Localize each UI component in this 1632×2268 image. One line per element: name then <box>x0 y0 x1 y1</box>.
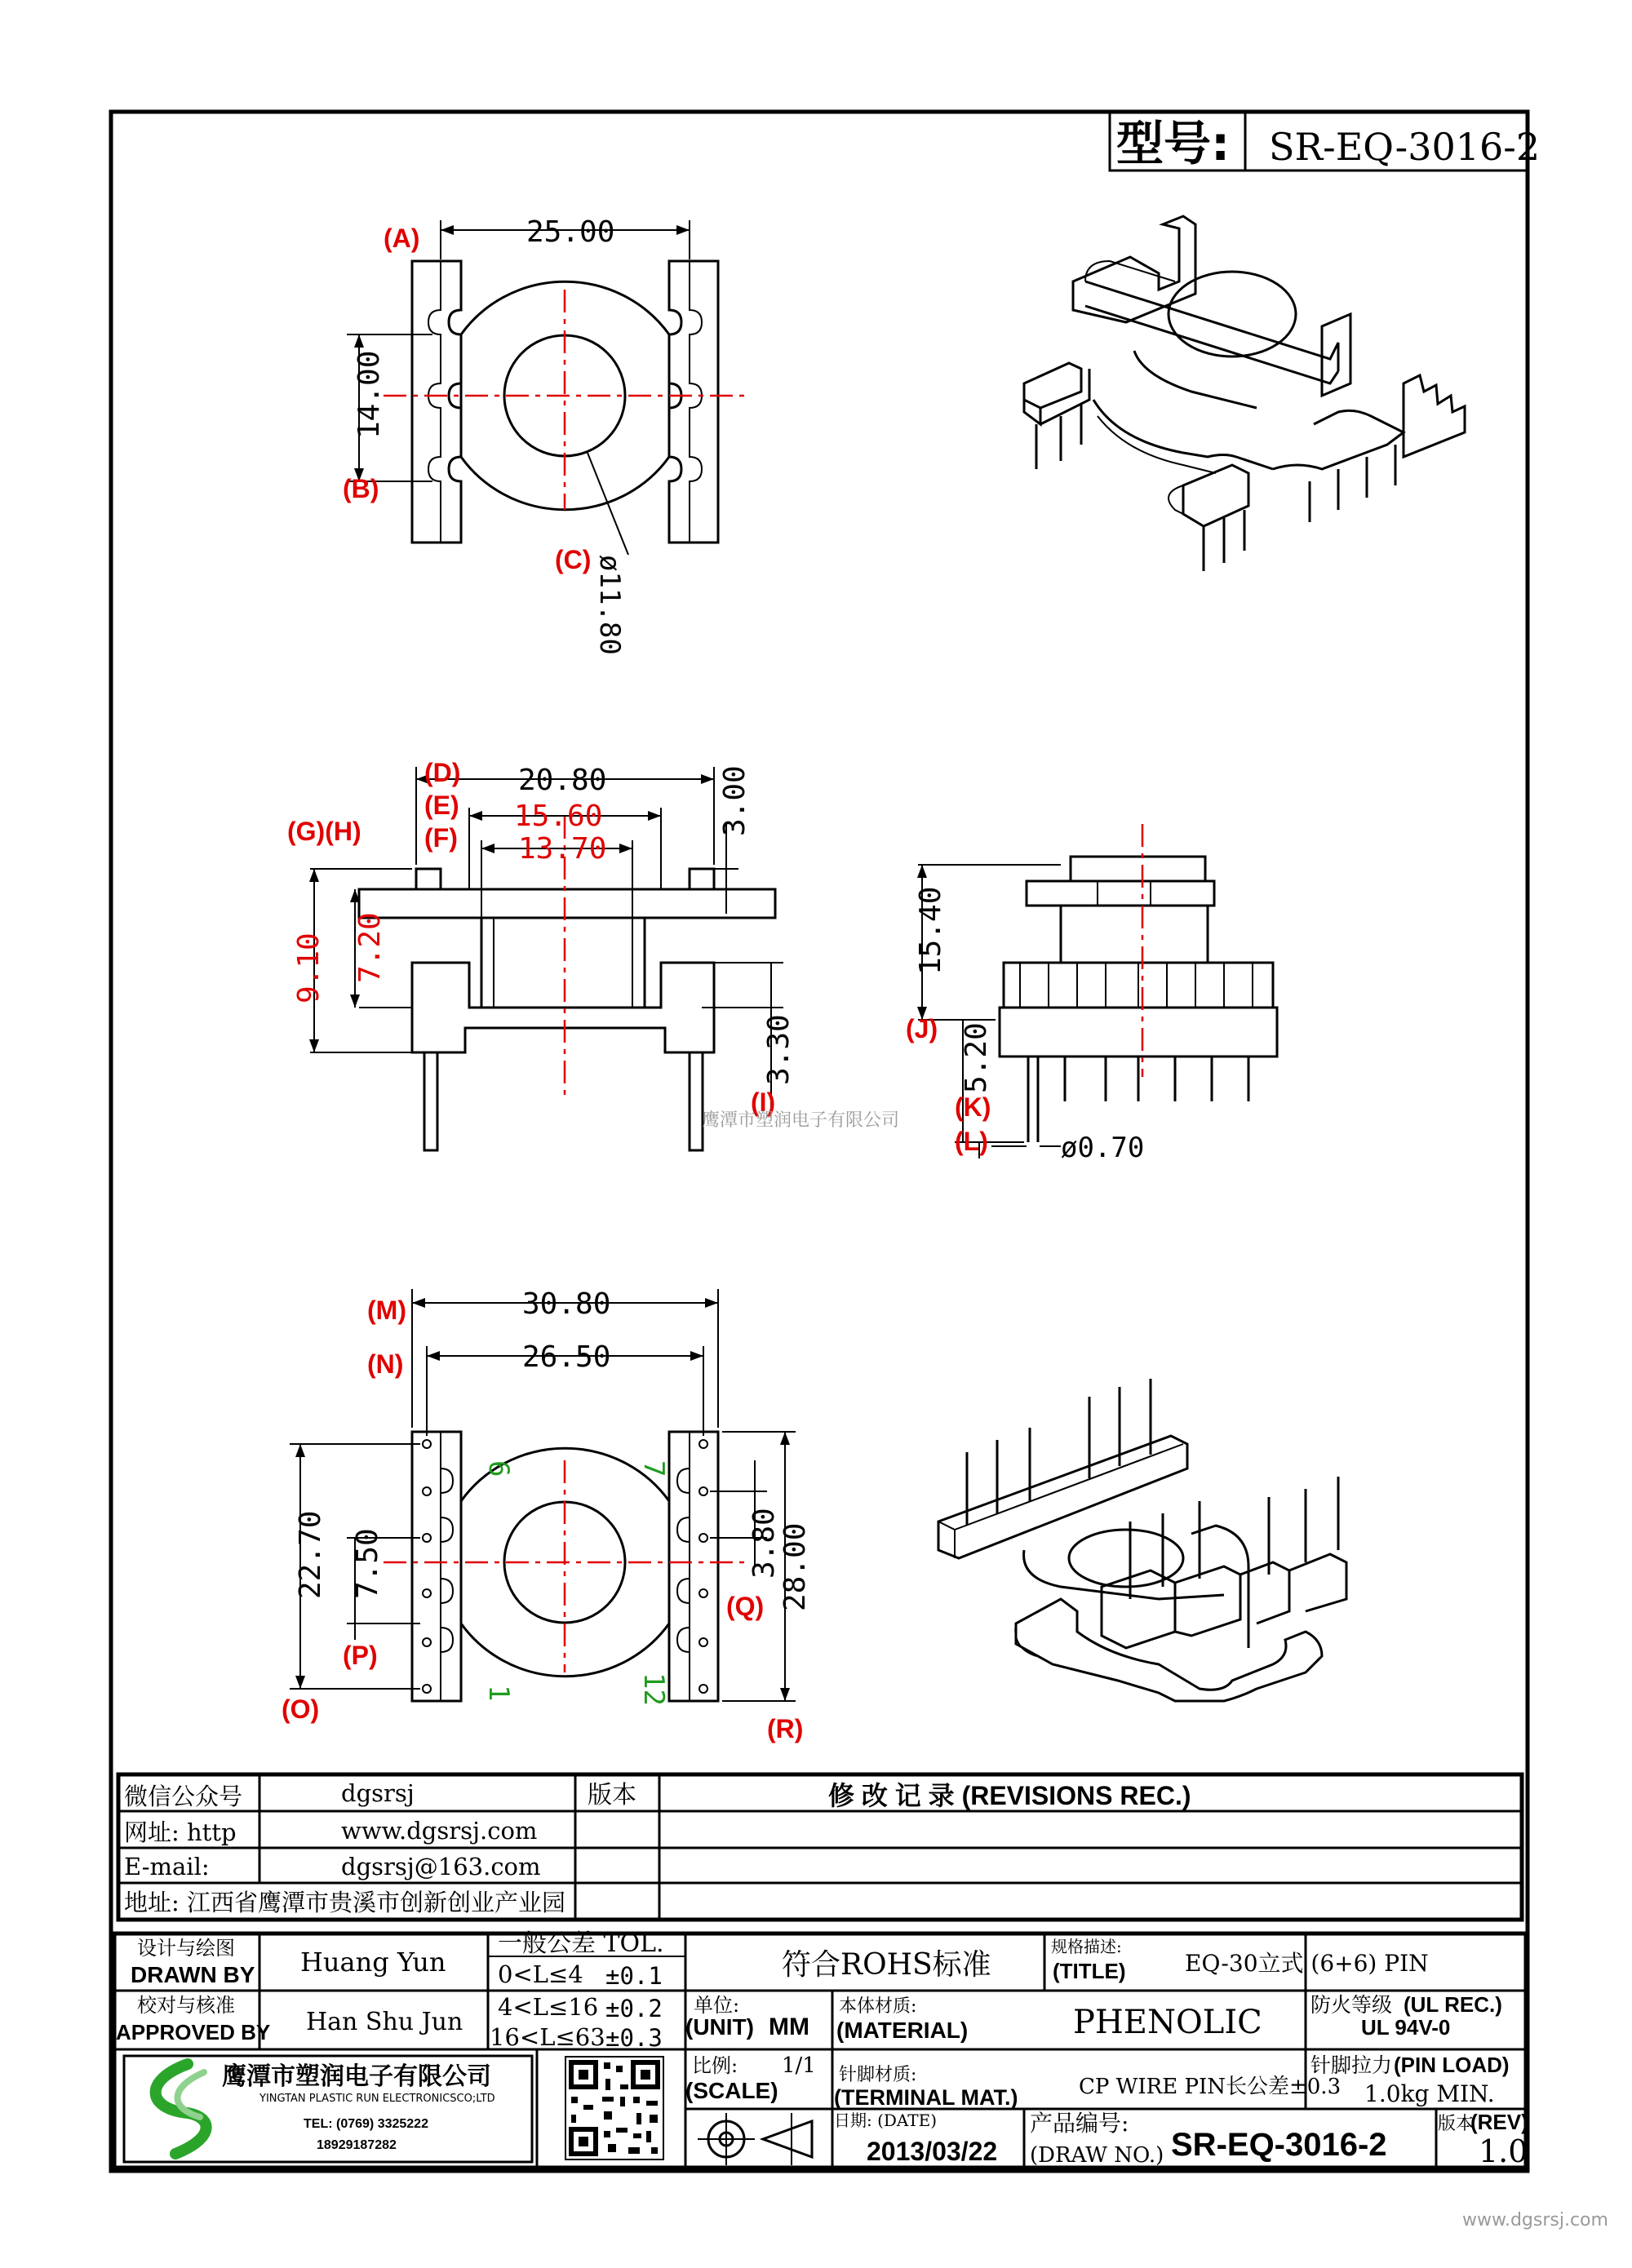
fire-en: (UL REC.) <box>1404 1992 1502 2017</box>
designer-cn: 设计与绘图 <box>137 1937 235 1960</box>
dim-side-d3: 13.70 <box>518 832 607 866</box>
drawno: SR-EQ-3016-2 <box>1171 2127 1387 2163</box>
rev-en: (REV) <box>1470 2110 1528 2134</box>
load-cn: 针脚拉力 <box>1310 2053 1393 2077</box>
material-en: (MATERIAL) <box>836 2018 969 2043</box>
bottom-pins-right <box>699 1440 707 1693</box>
pin-number-12: 12 <box>637 1672 670 1706</box>
scale-cn: 比例: <box>692 2054 738 2077</box>
dim-side-d4: 3.00 <box>718 765 752 836</box>
wechat-value: dgsrsj <box>341 1779 415 1807</box>
dim-front-h2: 5.20 <box>960 1022 993 1093</box>
footer-url: www.dgsrsj.com <box>1462 2210 1608 2230</box>
bottom-pins-left <box>423 1440 431 1693</box>
dim-top-width: 25.00 <box>526 215 615 249</box>
front-view <box>906 824 1277 1164</box>
model-value: SR-EQ-3016-2 <box>1269 125 1541 169</box>
side-view <box>287 758 796 1150</box>
label-p: (P) <box>343 1641 378 1670</box>
spec-cn: 规格描述: <box>1051 1937 1122 1956</box>
revisions-header: 修 改 记 录 (REVISIONS REC.) <box>828 1781 1191 1810</box>
dim-top-diameter: ø11.80 <box>593 555 626 655</box>
designer-en: DRAWN BY <box>131 1962 255 1987</box>
unit: MM <box>769 2013 809 2040</box>
tol-value-1: ±0.2 <box>605 1995 663 2022</box>
label-j: (J) <box>906 1014 938 1043</box>
dim-bottom-w2: 26.50 <box>522 1340 611 1374</box>
fire: UL 94V-0 <box>1361 2015 1451 2040</box>
email-label: E-mail: <box>124 1853 210 1880</box>
tol-range-2: 16<L≤63 <box>490 2023 605 2051</box>
email-value: dgsrsj@163.com <box>341 1853 541 1880</box>
company-en: YINGTAN PLASTIC RUN ELECTRONICSCO;LTD <box>259 2093 495 2105</box>
load: 1.0kg MIN. <box>1364 2080 1495 2107</box>
terminal: CP WIRE PIN长公差±0.3 <box>1079 2075 1342 2099</box>
scale-en: (SCALE) <box>685 2078 778 2103</box>
label-k: (K) <box>955 1092 991 1122</box>
dim-top-height: 14.00 <box>353 350 386 439</box>
dim-side-d2: 15.60 <box>514 800 603 833</box>
model-box <box>1110 112 1540 171</box>
top-view <box>343 215 747 655</box>
load-en: (PIN LOAD) <box>1394 2053 1510 2077</box>
label-gh: (G)(H) <box>287 817 361 846</box>
title-block <box>114 1929 1528 2169</box>
dim-bottom-h3: 3.80 <box>747 1508 781 1579</box>
isometric-view-top <box>1024 216 1465 571</box>
drawing-border <box>111 112 1528 2171</box>
tol-title: 一般公差 TOL. <box>498 1929 664 1958</box>
drawno-en: (DRAW NO.) <box>1030 2143 1164 2168</box>
spec-en: (TITLE) <box>1053 1959 1126 1983</box>
version-header: 版本 <box>588 1781 636 1810</box>
label-n: (N) <box>367 1349 404 1379</box>
pin-number-1: 1 <box>482 1685 515 1702</box>
label-i: (I) <box>751 1087 776 1117</box>
tol-value-2: ±0.3 <box>605 2024 663 2052</box>
drawno-cn: 产品编号: <box>1030 2110 1129 2137</box>
fire-cn: 防火等级 <box>1310 1993 1393 2017</box>
dim-bottom-h4: 28.00 <box>778 1522 812 1611</box>
designer: Huang Yun <box>300 1947 446 1978</box>
bottom-view <box>282 1287 812 1743</box>
date-cn: 日期: (DATE) <box>834 2111 938 2130</box>
revisions-table <box>118 1774 1522 1920</box>
isometric-view-bottom <box>938 1379 1346 1701</box>
label-r: (R) <box>767 1714 804 1743</box>
unit-cn: 单位: <box>694 1994 740 2017</box>
dim-side-d1: 20.80 <box>518 764 607 797</box>
material: PHENOLIC <box>1073 2004 1262 2041</box>
label-m: (M) <box>367 1296 406 1325</box>
qr-code-icon <box>565 2057 663 2159</box>
watermark: 鹰潭市塑润电子有限公司 <box>702 1110 900 1131</box>
company-cn: 鹰潭市塑润电子有限公司 <box>222 2062 491 2091</box>
pin-number-6: 6 <box>482 1460 515 1477</box>
label-b: (B) <box>343 474 379 503</box>
dim-front-h1: 15.40 <box>914 886 947 975</box>
scale: 1/1 <box>782 2053 816 2078</box>
web-value: www.dgsrsj.com <box>341 1817 538 1845</box>
pin-number-7: 7 <box>637 1460 670 1477</box>
company-logo-icon <box>156 2064 206 2154</box>
rohs: 符合ROHS标准 <box>782 1948 991 1982</box>
tol-range-0: 0<L≤4 <box>498 1960 583 1988</box>
label-l: (L) <box>955 1127 988 1156</box>
address: 地址: 江西省鹰潭市贵溪市创新创业产业园 <box>124 1889 565 1916</box>
label-o: (O) <box>282 1694 320 1724</box>
spec: EQ-30立式 (6+6) PIN <box>1185 1950 1429 1977</box>
unit-en: (UNIT) <box>685 2014 754 2040</box>
label-c: (C) <box>555 545 592 574</box>
dim-bottom-h1: 22.70 <box>294 1510 327 1599</box>
model-label: 型号: <box>1116 116 1231 171</box>
dim-bottom-h2: 7.50 <box>351 1528 384 1599</box>
dim-front-pin: ø0.70 <box>1061 1132 1145 1164</box>
company-mobile: 18929187282 <box>317 2138 397 2152</box>
dim-side-d6: 7.20 <box>353 912 387 983</box>
dim-side-d7: 3.30 <box>762 1014 796 1085</box>
rev: 1.0 <box>1479 2133 1528 2169</box>
web-label: 网址: http <box>124 1818 237 1846</box>
label-f: (F) <box>424 823 458 853</box>
date: 2013/03/22 <box>867 2137 998 2166</box>
material-cn: 本体材质: <box>839 1996 917 2017</box>
terminal-cn: 针脚材质: <box>839 2065 917 2085</box>
label-d: (D) <box>424 758 461 787</box>
approver-cn: 校对与核准 <box>137 1994 235 2017</box>
terminal-en: (TERMINAL MAT.) <box>834 2085 1018 2110</box>
wechat-label: 微信公众号 <box>124 1783 243 1810</box>
company-tel: TEL: (0769) 3325222 <box>304 2117 428 2131</box>
label-e: (E) <box>424 791 459 820</box>
projection-symbol-icon <box>698 2113 812 2165</box>
rev-cn: 版本 <box>1438 2114 1475 2134</box>
tol-value-0: ±0.1 <box>605 1962 663 1990</box>
approver: Han Shu Jun <box>306 2008 463 2036</box>
label-q: (Q) <box>726 1592 765 1621</box>
dim-bottom-w1: 30.80 <box>522 1287 611 1321</box>
tol-range-1: 4<L≤16 <box>498 1993 599 2021</box>
label-a: (A) <box>384 224 420 253</box>
approver-en: APPROVED BY <box>116 2020 271 2044</box>
dim-side-d5: 9.10 <box>292 932 326 1003</box>
